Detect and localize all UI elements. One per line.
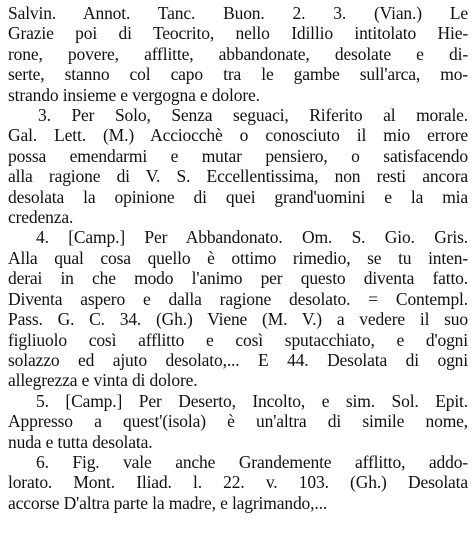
text-line: figliuolo così afflitto e così sputacchiato, e d'ogni: [8, 329, 468, 350]
text-line: Diventa aspero e dalla ragione desolato. = Contempl.: [8, 288, 468, 309]
sense-6-heading: 6. Fig. vale anche Grandemente afflitto, addo-: [36, 451, 468, 472]
sense-5-heading: 5. [Camp.] Per Deserto, Incolto, e sim. Sol. Epit.: [36, 390, 468, 411]
text-line: allegrezza e vinta di dolore.: [8, 370, 198, 391]
text-line: Appresso a quest'(isola) è un'altra di simile nome,: [8, 411, 468, 432]
text-line: Pass. G. C. 34. (Gh.) Viene (M. V.) a vedere il suo: [8, 309, 468, 330]
text-line: credenza.: [8, 207, 74, 228]
text-line: Gal. Lett. (M.) Acciocchè o conosciuto il mio errore: [8, 125, 468, 146]
text-line: accorse D'altra parte la madre, e lagrimando,...: [8, 492, 328, 513]
text-line: serte, stanno col capo tra le gambe sull'arca, mo-: [8, 64, 468, 85]
text-line: alla ragione di V. S. Eccellentissima, non resti ancora: [8, 166, 468, 187]
sense-3-heading: 3. Per Solo, Senza seguaci, Riferito al morale.: [38, 105, 468, 126]
text-line: derai in che modo l'animo per questo diventa fatto.: [8, 268, 468, 289]
text-line: Alla qual cosa quello è ottimo rimedio, se tu inten-: [8, 247, 468, 268]
text-line: Grazie poi di Teocrito, nello Idillio intitolato Hie-: [8, 23, 468, 44]
text-line: lorato. Mont. Iliad. l. 22. v. 103. (Gh.) Desolata: [8, 472, 468, 493]
text-line: rone, povere, afflitte, abbandonate, desolate e di-: [8, 43, 468, 64]
text-line: Salvin. Annot. Tanc. Buon. 2. 3. (Vian.) Le: [8, 3, 468, 23]
text-line: possa emendarmi e mutar pensiero, o satisfacendo: [8, 145, 468, 166]
text-line: desolata la opinione di quei grand'uomini e la mia: [8, 186, 468, 207]
text-line: solazzo ed ajuto desolato,... E 44. Desolata di ogni: [8, 349, 468, 370]
text-line: nuda e tutta desolata.: [8, 431, 153, 452]
dictionary-entry-text: [8, 3, 468, 513]
sense-4-heading: 4. [Camp.] Per Abbandonato. Om. S. Gio. Gris.: [36, 227, 468, 248]
text-line: strando insieme e vergogna e dolore.: [8, 84, 260, 105]
